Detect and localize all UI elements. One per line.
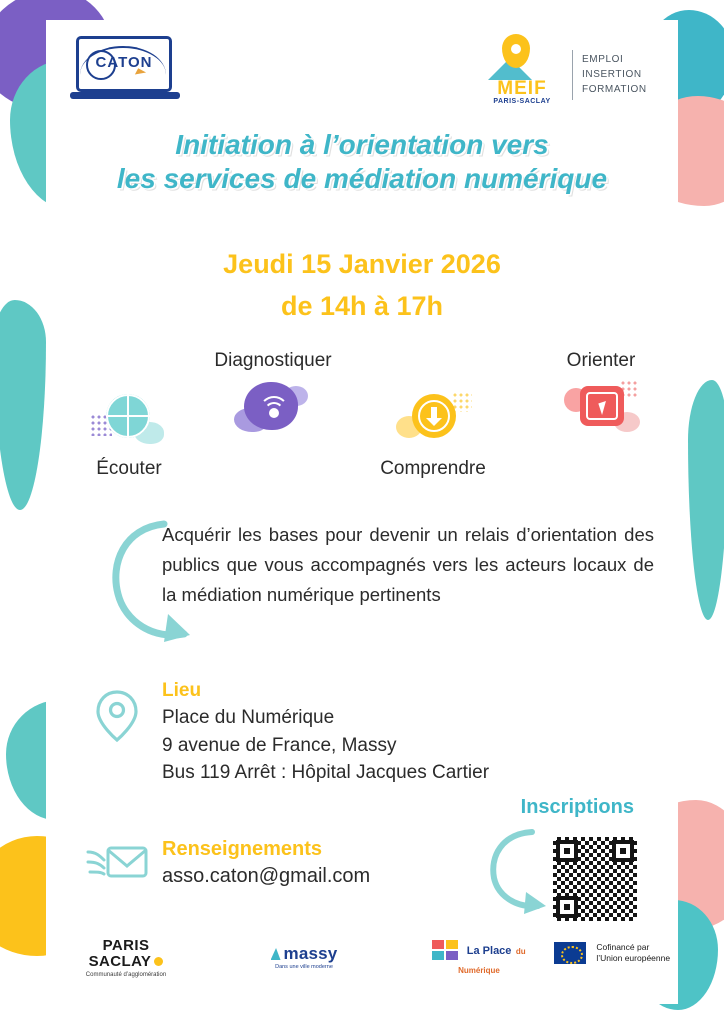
location-section [46,680,678,790]
logo-subtitle: Dans une ville moderne [275,964,333,970]
envelope-icon [86,838,150,886]
location-text [162,680,489,787]
eu-flag-icon [554,942,586,964]
laptop-base [70,92,180,99]
location-line: 9 avenue de France, Massy [162,734,397,756]
step-diagnostiquer [198,350,348,440]
step-label: Orienter [566,350,636,371]
wifi-icon [234,378,312,440]
meif-logo-subtitle: PARIS-SACLAY [493,98,551,105]
meif-logo-text: MEIF [497,78,547,99]
location-title: Lieu [162,680,202,701]
logo-massy [244,944,364,970]
logo-line [244,944,364,964]
logo-line: du Numérique [458,947,526,975]
page-title [66,128,658,196]
contact-info [162,838,370,888]
step-label: Diagnostiquer [214,350,332,371]
meif-logo [480,34,660,110]
poster-header [46,20,678,124]
logo-line: PARIS [102,937,150,954]
logo-union-europeenne [552,942,672,965]
steps-row [46,346,678,506]
contact-email[interactable]: asso.caton@gmail.com [162,865,371,887]
eu-stars [561,946,583,964]
download-circle-icon [394,388,472,450]
poster-card [46,20,678,1004]
logo-place-du-numerique [414,940,544,978]
location-line: Place du Numérique [162,707,335,728]
download-arrow [431,407,437,419]
footer-logos [46,930,678,990]
inscriptions-title: Inscriptions [520,796,634,818]
logo-text-group [458,941,526,977]
title-line-2: les services de médiation numérique [116,163,608,195]
divider [572,50,573,100]
map-pin-icon [94,688,140,746]
meif-keyword: INSERTION [582,69,642,80]
qr-eye [556,896,578,918]
logo-paris-saclay [66,938,186,978]
decorative-blob-teal [0,300,46,510]
description-text: Acquérir les bases pour devenir un relais d’orientation des publics que vous accompagnés vers les acteurs locaux de la médiation numérique pertinents [162,524,654,605]
logo-line-text: SACLAY [88,953,152,971]
logo-line: Cofinancé par [596,942,650,952]
decorative-blob-teal [688,380,724,620]
logo-text-group [596,942,670,965]
color-blocks-icon [432,940,458,960]
step-label: Écouter [96,458,162,479]
caton-logo [70,32,180,108]
globe-meridians [106,394,150,438]
qr-eye [612,840,634,862]
step-label: Comprendre [380,458,486,479]
contact-title: Renseignements [162,838,323,860]
location-line: Bus 119 Arrêt : Hôpital Jacques Cartier [162,762,490,784]
description-section [46,512,678,662]
logo-line [66,954,186,970]
event-date [46,244,678,328]
massy-mark-icon [271,948,281,960]
step-orienter [526,350,676,440]
meif-keywords [582,52,647,97]
qr-eye [556,840,578,862]
event-date-time: de 14h à 17h [280,291,444,322]
logo-subtitle: Communauté d’agglomération [85,972,167,979]
step-comprendre [358,388,508,480]
logo-line: La Place [466,945,512,958]
dot-icon [154,957,163,966]
title-line-1: Initiation à l’orientation vers [175,129,549,160]
logo-line-text: massy [283,944,338,963]
logo-line: l’Union européenne [596,953,671,964]
globe-icon [90,388,168,450]
step-ecouter [54,388,204,480]
wifi-waves [256,396,288,416]
contact-section [46,796,678,946]
qr-code[interactable] [550,834,640,924]
caton-logo-text: CATON [95,54,153,71]
meif-keyword: FORMATION [582,84,647,95]
event-date-day: Jeudi 15 Janvier 2026 [223,249,501,280]
meif-keyword: EMPLOI [582,54,624,65]
cursor-screen-icon [562,378,640,440]
